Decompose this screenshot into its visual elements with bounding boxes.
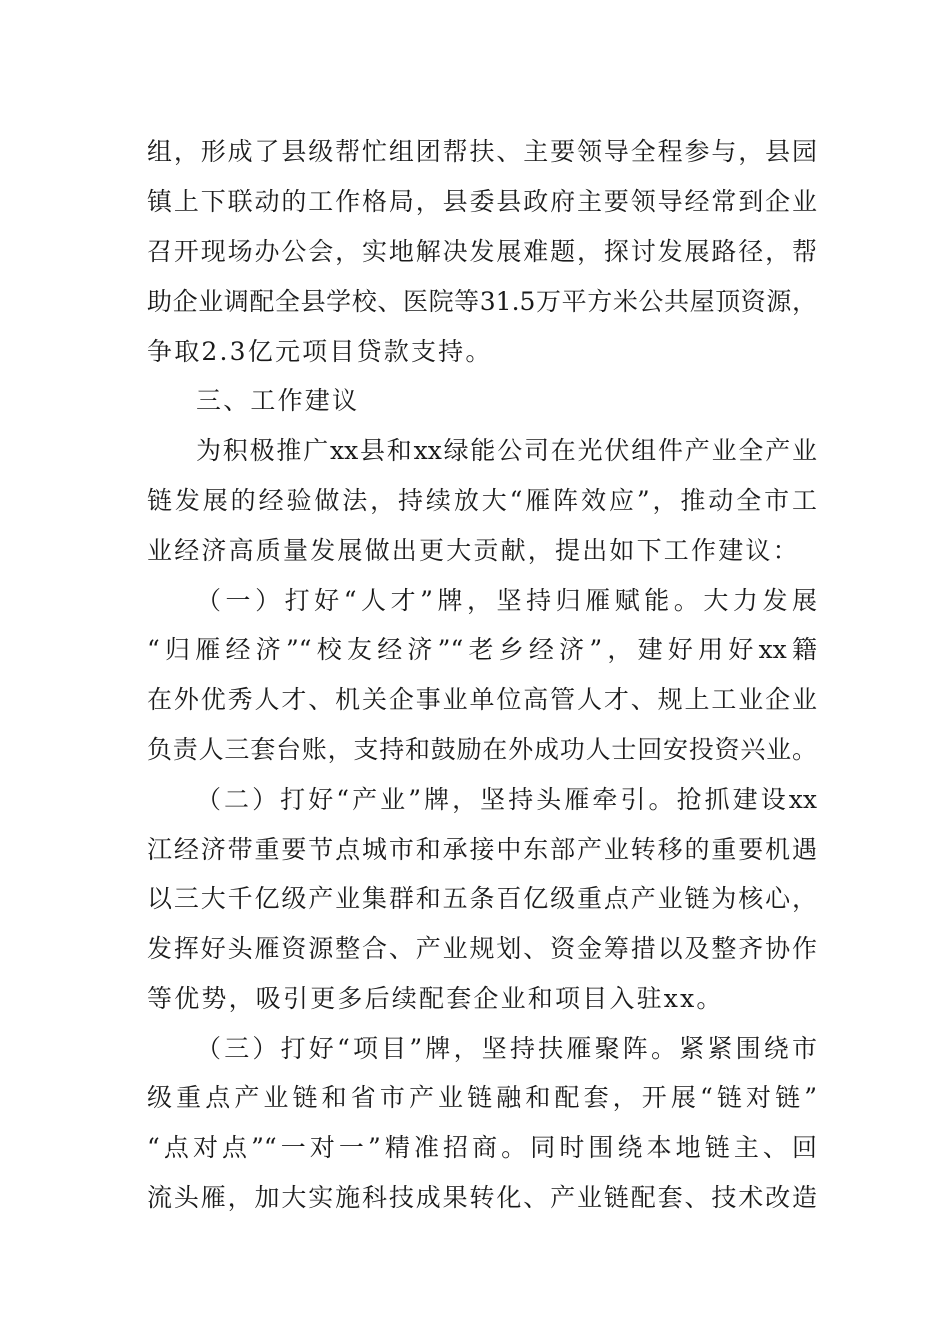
section-heading: 三、工作建议 xyxy=(196,386,360,415)
paragraph-line: “归雁经济”“校友经济”“老乡经济”，建好用好xx籍 xyxy=(147,635,817,664)
paragraph-line: 江经济带重要节点城市和承接中东部产业转移的重要机遇 xyxy=(147,835,817,864)
paragraph-line: 流头雁，加大实施科技成果转化、产业链配套、技术改造 xyxy=(147,1183,817,1212)
paragraph-line: 在外优秀人才、机关企事业单位高管人才、规上工业企业 xyxy=(147,685,817,714)
paragraph-line: 召开现场办公会，实地解决发展难题，探讨发展路径，帮 xyxy=(147,237,817,266)
paragraph-line: 发挥好头雁资源整合、产业规划、资金筹措以及整齐协作 xyxy=(147,934,817,963)
paragraph-line: 链发展的经验做法，持续放大“雁阵效应”，推动全市工 xyxy=(147,486,817,515)
paragraph-line: （二）打好“产业”牌，坚持头雁牵引。抢抓建设xx xyxy=(196,785,817,814)
paragraph-line: 镇上下联动的工作格局，县委县政府主要领导经常到企业 xyxy=(147,187,817,216)
paragraph-line: “点对点”“一对一”精准招商。同时围绕本地链主、回 xyxy=(147,1133,817,1162)
paragraph-line: （一）打好“人才”牌，坚持归雁赋能。大力发展 xyxy=(196,586,817,615)
paragraph-line: 业经济高质量发展做出更大贡献，提出如下工作建议： xyxy=(147,536,800,565)
paragraph-line: （三）打好“项目”牌，坚持扶雁聚阵。紧紧围绕市 xyxy=(196,1034,817,1063)
paragraph-line: 为积极推广xx县和xx绿能公司在光伏组件产业全产业 xyxy=(196,436,817,465)
paragraph-line: 等优势，吸引更多后续配套企业和项目入驻xx。 xyxy=(147,984,724,1013)
paragraph-line: 以三大千亿级产业集群和五条百亿级重点产业链为核心， xyxy=(147,884,817,913)
paragraph-line: 助企业调配全县学校、医院等31.5万平方米公共屋顶资源， xyxy=(147,287,817,316)
paragraph-line: 级重点产业链和省市产业链融和配套，开展“链对链” xyxy=(147,1083,817,1112)
paragraph-line: 负责人三套台账，支持和鼓励在外成功人士回安投资兴业。 xyxy=(147,735,817,764)
paragraph-line: 争取2.3亿元项目贷款支持。 xyxy=(147,337,493,366)
paragraph-line: 组，形成了县级帮忙组团帮扶、主要领导全程参与，县园 xyxy=(147,137,817,166)
